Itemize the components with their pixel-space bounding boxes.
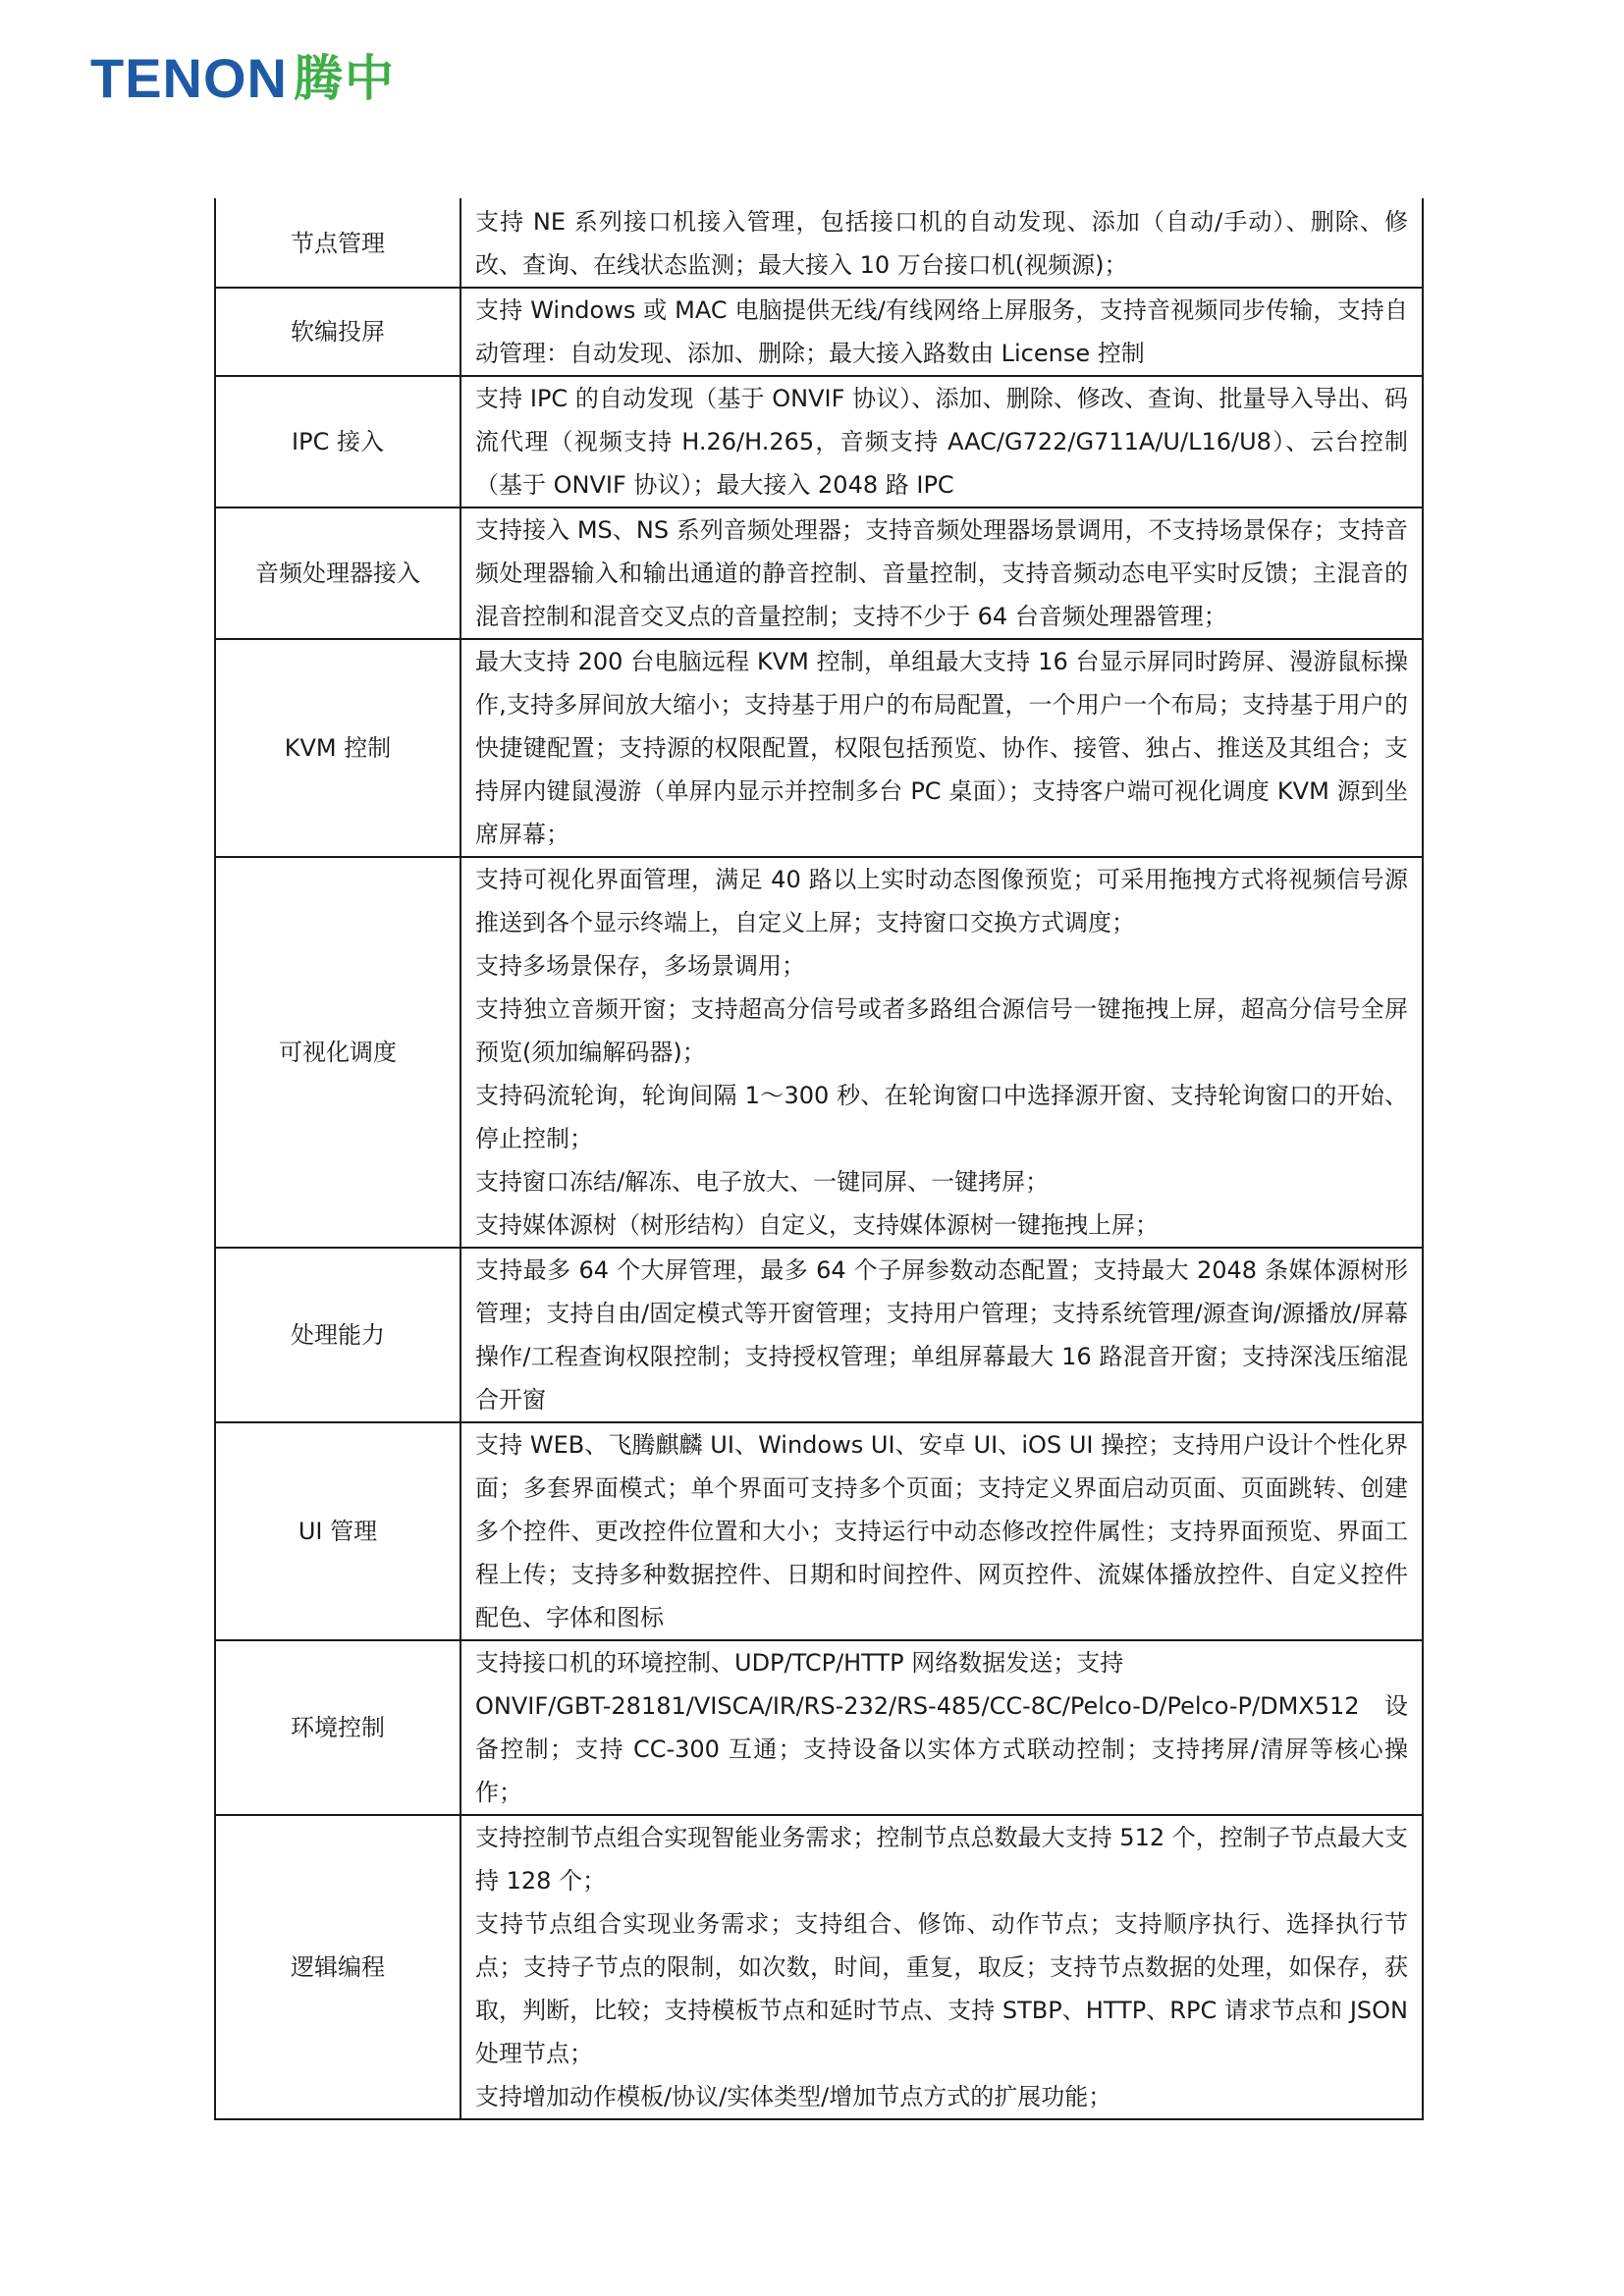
table-row: [215, 639, 1423, 857]
description-paragraph: 支持接入 MS、NS 系列音频处理器；支持音频处理器场景调用，不支持场景保存；支持音频处理器输入和输出通道的静音控制、音量控制，支持音频动态电平实时反馈；主混音的混音控制和混音交叉点的音量控制；支持不少于 64 台音频处理器管理；: [475, 516, 1408, 630]
table-row: [215, 1248, 1423, 1422]
description-paragraph: 支持 NE 系列接口机接入管理，包括接口机的自动发现、添加（自动/手动）、删除、修改、查询、在线状态监测；最大接入 10 万台接口机(视频源)；: [475, 208, 1408, 279]
description-paragraph: 支持独立音频开窗；支持超高分信号或者多路组合源信号一键拖拽上屏，超高分信号全屏预览(须加编解码器)；: [475, 995, 1408, 1066]
row-description: [460, 1640, 1423, 1815]
description-paragraph: ONVIF/GBT-28181/VISCA/IR/RS-232/RS-485/CC-8C/Pelco-D/Pelco-P/DMX512 设备控制；支持 CC-300 互通；支持设备以实体方式联动控制；支持拷屏/清屏等核心操作；: [475, 1692, 1408, 1806]
row-description: [460, 1815, 1423, 2119]
row-label: 环境控制: [215, 1640, 460, 1815]
company-logo: [90, 39, 396, 118]
description-paragraph: 支持媒体源树（树形结构）自定义，支持媒体源树一键拖拽上屏；: [475, 1211, 1159, 1239]
row-label: KVM 控制: [215, 639, 460, 857]
description-paragraph: 最大支持 200 台电脑远程 KVM 控制，单组最大支持 16 台显示屏同时跨屏、漫游鼠标操作,支持多屏间放大缩小；支持基于用户的布局配置，一个用户一个布局；支持基于用户的快捷键配置；支持源的权限配置，权限包括预览、协作、接管、独占、推送及其组合；支持屏内键鼠漫游（单屏内显示并控制多台 PC 桌面）；支持客户端可视化调度 KVM 源到坐席屏幕；: [475, 648, 1408, 848]
table-row: [215, 199, 1423, 288]
table-row: [215, 288, 1423, 376]
table-row: [215, 507, 1423, 639]
spec-table-body: [215, 199, 1423, 2119]
description-paragraph: 支持多场景保存，多场景调用；: [475, 952, 805, 980]
description-paragraph: 支持 Windows 或 MAC 电脑提供无线/有线网络上屏服务，支持音视频同步传输，支持自动管理：自动发现、添加、删除；最大接入路数由 License 控制: [475, 296, 1408, 367]
table-row: [215, 1815, 1423, 2119]
row-description: [460, 857, 1423, 1248]
description-paragraph: 支持窗口冻结/解冻、电子放大、一键同屏、一键拷屏；: [475, 1168, 1050, 1196]
description-paragraph: 支持控制节点组合实现智能业务需求；控制节点总数最大支持 512 个，控制子节点最大支持 128 个；: [475, 1824, 1408, 1895]
logo-latin-text: TENON: [90, 47, 288, 109]
description-paragraph: 支持节点组合实现业务需求；支持组合、修饰、动作节点；支持顺序执行、选择执行节点；支持子节点的限制，如次数，时间，重复，取反；支持节点数据的处理，如保存，获取，判断，比较；支持模板节点和延时节点、支持 STBP、HTTP、RPC 请求节点和 JSON 处理节点；: [475, 1910, 1408, 2067]
table-row: [215, 1640, 1423, 1815]
description-paragraph: 支持 WEB、飞腾麒麟 UI、Windows UI、安卓 UI、iOS UI 操控；支持用户设计个性化界面；多套界面模式；单个界面可支持多个页面；支持定义界面启动页面、页面跳转、创建多个控件、更改控件位置和大小；支持运行中动态修改控件属性；支持界面预览、界面工程上传；支持多种数据控件、日期和时间控件、网页控件、流媒体播放控件、自定义控件配色、字体和图标: [475, 1431, 1408, 1631]
row-label: 处理能力: [215, 1248, 460, 1422]
description-paragraph: 支持 IPC 的自动发现（基于 ONVIF 协议）、添加、删除、修改、查询、批量导入导出、码流代理（视频支持 H.26/H.265，音频支持 AAC/G722/G711A/U/L16/U8）、云台控制（基于 ONVIF 协议）；最大接入 2048 路 IPC: [475, 385, 1408, 499]
row-description: [460, 199, 1423, 288]
row-description: [460, 507, 1423, 639]
table-row: [215, 1422, 1423, 1640]
row-description: [460, 1422, 1423, 1640]
table-row: [215, 376, 1423, 507]
row-label: IPC 接入: [215, 376, 460, 507]
table-row: [215, 857, 1423, 1248]
row-description: [460, 1248, 1423, 1422]
description-paragraph: 支持接口机的环境控制、UDP/TCP/HTTP 网络数据发送；支持: [475, 1649, 1124, 1677]
row-label: 逻辑编程: [215, 1815, 460, 2119]
row-description: [460, 376, 1423, 507]
row-label: 可视化调度: [215, 857, 460, 1248]
description-paragraph: 支持最多 64 个大屏管理，最多 64 个子屏参数动态配置；支持最大 2048 条媒体源树形管理；支持自由/固定模式等开窗管理；支持用户管理；支持系统管理/源查询/源播放/屏幕操作/工程查询权限控制；支持授权管理；单组屏幕最大 16 路混音开窗；支持深浅压缩混合开窗: [475, 1256, 1408, 1414]
logo-chinese-text: 腾中: [294, 50, 396, 107]
description-paragraph: 支持码流轮询，轮询间隔 1～300 秒、在轮询窗口中选择源开窗、支持轮询窗口的开始、停止控制；: [475, 1082, 1408, 1152]
row-description: [460, 639, 1423, 857]
row-description: [460, 288, 1423, 376]
row-label: 软编投屏: [215, 288, 460, 376]
spec-table: [214, 198, 1424, 2120]
row-label: 音频处理器接入: [215, 507, 460, 639]
row-label: 节点管理: [215, 199, 460, 288]
description-paragraph: 支持可视化界面管理，满足 40 路以上实时动态图像预览；可采用拖拽方式将视频信号源推送到各个显示终端上，自定义上屏；支持窗口交换方式调度；: [475, 866, 1408, 936]
description-paragraph: 支持增加动作模板/协议/实体类型/增加节点方式的扩展功能；: [475, 2083, 1112, 2110]
row-label: UI 管理: [215, 1422, 460, 1640]
